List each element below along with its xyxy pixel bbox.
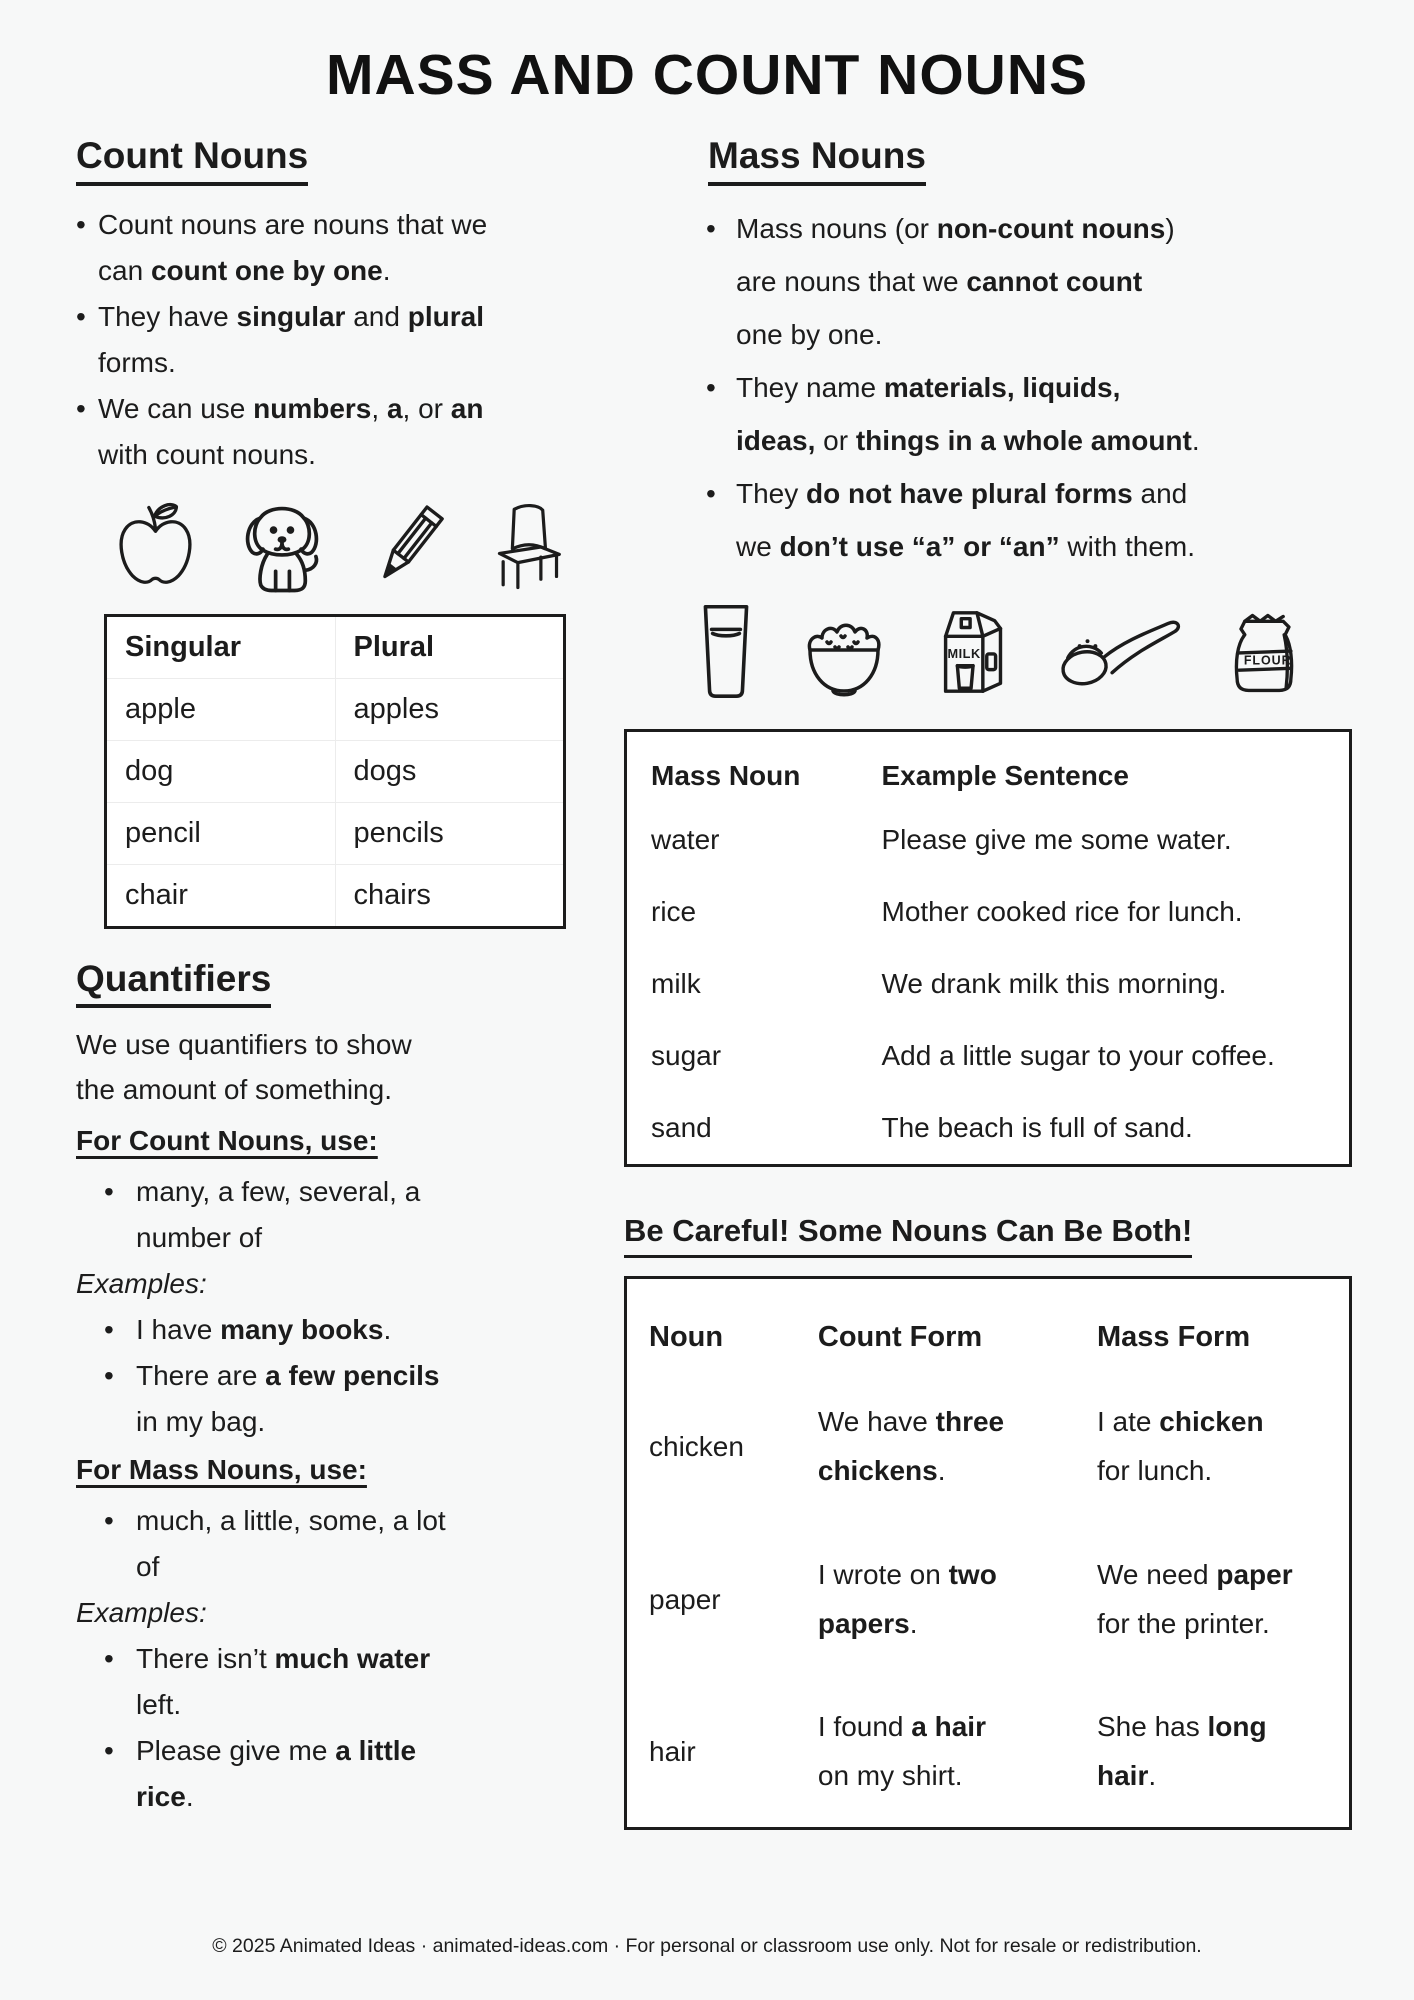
table-cell: pencils xyxy=(335,802,565,864)
table-row xyxy=(626,876,1351,948)
mass-nouns-heading: Mass Nouns xyxy=(708,136,926,186)
table-row xyxy=(626,948,1351,1020)
quantifiers-intro: We use quantifiers to show the amount of something. xyxy=(76,1029,412,1106)
mass-nouns-icon-row xyxy=(690,599,1312,705)
table-row xyxy=(626,804,1351,876)
both-forms-table-head xyxy=(626,1277,1351,1370)
table-cell: sand xyxy=(651,1111,712,1143)
table-row xyxy=(106,802,565,864)
mass-noun-table-head xyxy=(626,730,1351,804)
header-row xyxy=(626,730,1351,804)
water-glass-icon xyxy=(690,600,762,704)
pencil-icon xyxy=(360,499,456,595)
copyright-footer: © 2025 Animated Ideas · animated-ideas.com · For personal or classroom use only. Not for resale or redistribution. xyxy=(212,1935,1202,1957)
chair-icon xyxy=(482,501,574,593)
column-header: Example Sentence xyxy=(881,759,1129,791)
table-cell: Add a little sugar to your coffee. xyxy=(881,1039,1275,1071)
table-row xyxy=(106,678,565,740)
quantifiers-heading-wrap xyxy=(76,959,574,1009)
table-cell: We have three chickens. xyxy=(817,1406,1005,1487)
table-cell: She has long hair. xyxy=(1097,1711,1267,1792)
table-row xyxy=(626,1370,1351,1523)
table-cell: chair xyxy=(106,864,336,927)
list-item: • many, a few, several, a number of xyxy=(76,1169,574,1261)
sugar-spoon-icon xyxy=(1056,608,1184,696)
table-cell: paper xyxy=(649,1583,721,1615)
quantifiers-heading: Quantifiers xyxy=(76,959,271,1009)
list-item: • They name materials, liquids, ideas, or things in a whole amount. xyxy=(706,361,1352,467)
for-count-nouns-label: For Count Nouns, use: xyxy=(76,1125,378,1157)
count-examples-list xyxy=(76,1307,574,1445)
table-cell: milk xyxy=(651,967,701,999)
table-cell: apple xyxy=(106,678,336,740)
table-row xyxy=(626,1523,1351,1676)
milk-carton-icon xyxy=(926,600,1024,704)
list-item: • They have singular and plural forms. xyxy=(76,294,574,386)
table-cell: chicken xyxy=(649,1430,744,1462)
table-cell: water xyxy=(651,823,720,855)
table-cell: chairs xyxy=(353,878,431,911)
list-item: • There isn’t much water left. xyxy=(76,1636,574,1728)
table-cell: hair xyxy=(649,1735,696,1767)
table-cell: I ate chicken for lunch. xyxy=(1097,1406,1264,1487)
table-cell: dogs xyxy=(335,740,565,802)
table-cell: dog xyxy=(106,740,336,802)
milk-label: MILK xyxy=(947,645,981,661)
flour-bag-icon xyxy=(1216,600,1312,704)
table-cell: apples xyxy=(335,678,565,740)
mass-nouns-bullet-list xyxy=(706,202,1352,573)
list-item: • I have many books. xyxy=(76,1307,574,1353)
columns xyxy=(62,136,1352,1830)
list-item: • They do not have plural forms and we don’t use “a” or “an” with them. xyxy=(706,467,1352,573)
table-cell: We drank milk this morning. xyxy=(881,967,1227,999)
table-cell: We need paper for the printer. xyxy=(1097,1559,1293,1640)
examples-label: Examples: xyxy=(76,1597,207,1629)
table-row xyxy=(106,864,565,927)
dog-icon xyxy=(229,494,335,600)
table-cell: rice xyxy=(651,895,697,927)
table-row xyxy=(106,740,565,802)
table-cell: The beach is full of sand. xyxy=(881,1111,1193,1143)
both-forms-table-body xyxy=(626,1370,1351,1829)
header-row xyxy=(106,615,565,678)
list-item: • Please give me a little rice. xyxy=(76,1728,574,1820)
singular-plural-table-head xyxy=(106,615,565,678)
page-title: MASS AND COUNT NOUNS xyxy=(325,43,1089,107)
column-header: Count Form xyxy=(817,1320,983,1353)
apple-icon xyxy=(108,499,203,594)
both-forms-table xyxy=(624,1276,1352,1831)
flour-label: FLOUR xyxy=(1243,653,1292,668)
quantifiers-section xyxy=(76,959,574,1821)
column-header: Singular xyxy=(106,615,336,678)
table-cell: sugar xyxy=(651,1039,722,1071)
table-row xyxy=(626,1092,1351,1166)
table-row xyxy=(626,1676,1351,1829)
mass-examples-list xyxy=(76,1636,574,1820)
be-careful-heading: Be Careful! Some Nouns Can Be Both! xyxy=(624,1213,1192,1258)
count-nouns-heading: Count Nouns xyxy=(76,136,308,186)
examples-label: Examples: xyxy=(76,1268,207,1300)
table-cell: Mother cooked rice for lunch. xyxy=(881,895,1243,927)
mass-nouns-heading-wrap xyxy=(708,136,1352,186)
for-mass-nouns-label: For Mass Nouns, use: xyxy=(76,1454,367,1486)
count-nouns-bullet-list xyxy=(76,202,574,478)
table-cell: I found a hair on my shirt. xyxy=(817,1711,986,1792)
rice-bowl-icon xyxy=(794,602,894,702)
count-quantifiers-list xyxy=(76,1169,574,1261)
column-header: Plural xyxy=(335,615,565,678)
table-cell: I wrote on two papers. xyxy=(817,1559,997,1640)
column-header: Mass Form xyxy=(1097,1320,1251,1353)
mass-quantifiers-list xyxy=(76,1498,574,1590)
count-nouns-column xyxy=(62,136,574,1820)
table-cell: pencil xyxy=(106,802,336,864)
header-row xyxy=(626,1277,1351,1370)
table-cell: Please give me some water. xyxy=(881,823,1232,855)
column-header: Mass Noun xyxy=(651,759,801,791)
count-nouns-icon-row xyxy=(108,494,574,600)
mass-nouns-column xyxy=(624,136,1352,1830)
singular-plural-table-body xyxy=(106,678,565,927)
count-nouns-heading-wrap xyxy=(76,136,574,186)
mass-noun-table-body xyxy=(626,804,1351,1166)
list-item: • much, a little, some, a lot of xyxy=(76,1498,574,1590)
singular-plural-table xyxy=(104,614,566,929)
list-item: • Mass nouns (or non-count nouns) are nouns that we cannot count one by one. xyxy=(706,202,1352,361)
list-item: • Count nouns are nouns that we can count one by one. xyxy=(76,202,574,294)
both-heading-wrap xyxy=(624,1213,1352,1258)
list-item: • There are a few pencils in my bag. xyxy=(76,1353,574,1445)
list-item: • We can use numbers, a, or an with count nouns. xyxy=(76,386,574,478)
column-header: Noun xyxy=(649,1320,724,1353)
table-row xyxy=(626,1020,1351,1092)
mass-noun-table xyxy=(624,729,1352,1167)
